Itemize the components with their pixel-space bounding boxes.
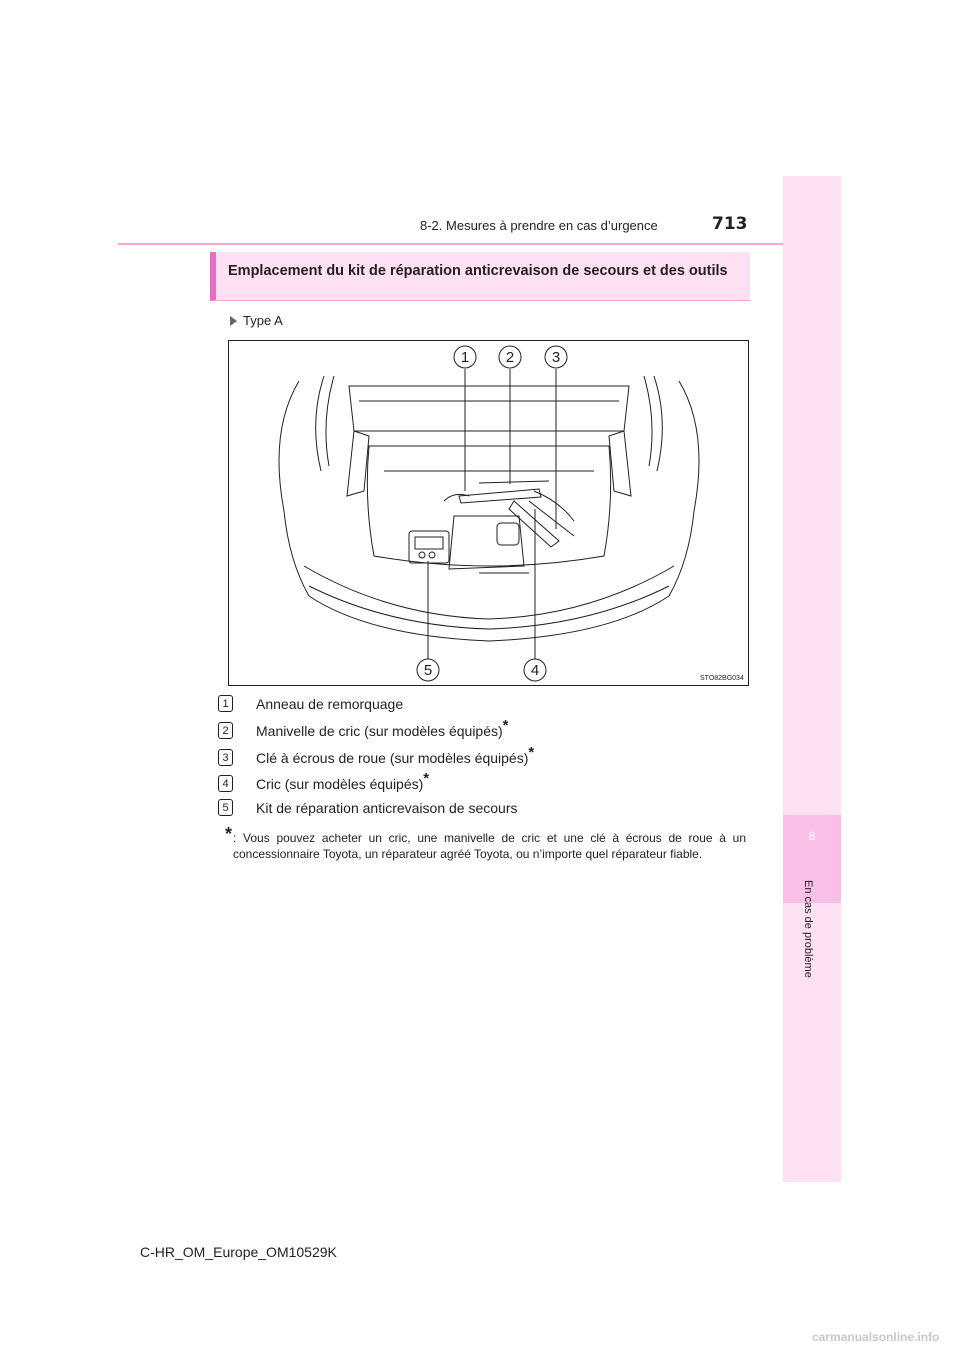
footnote-text: : Vous pouvez acheter un cric, une manivelle de cric et une clé à écrous de roue à un concessionnaire Toyota, un réparateur agréé Toyota, ou n’importe quel réparateur fiable. <box>233 831 746 861</box>
watermark: carmanualsonline.info <box>812 1330 940 1344</box>
chapter-title <box>783 880 841 1000</box>
type-label-text: Type A <box>243 313 283 328</box>
chapter-side-tab <box>783 176 841 1182</box>
section-heading-text: Emplacement du kit de réparation anticrevaison de secours et des outils <box>228 263 728 279</box>
header-divider <box>118 243 783 245</box>
chapter-number: 8 <box>808 829 816 843</box>
callout-4-label: 4 <box>530 662 540 679</box>
legend-number-badge: 3 <box>218 749 233 766</box>
callout-2-label: 2 <box>505 349 515 366</box>
legend-text: Kit de réparation anticrevaison de secours <box>256 800 518 816</box>
section-heading <box>210 252 750 301</box>
type-label <box>230 313 283 328</box>
page-number: 713 <box>712 214 748 234</box>
legend-text: Anneau de remorquage <box>256 696 404 712</box>
legend-number-badge: 1 <box>218 695 233 712</box>
legend-text: Clé à écrous de roue (sur modèles équipés)* <box>256 744 535 766</box>
legend-number-badge: 4 <box>218 775 233 792</box>
footer-document-id: C-HR_OM_Europe_OM10529K <box>140 1244 337 1260</box>
header-section-title: 8-2. Mesures à prendre en cas d’urgence <box>420 218 658 233</box>
callout-3-label: 3 <box>551 349 561 366</box>
chapter-title-text: En cas de problème <box>802 880 814 978</box>
trunk-illustration <box>228 340 749 686</box>
figure-code: STO82BG034 <box>700 675 744 682</box>
legend-number-badge: 2 <box>218 722 233 739</box>
legend-number-badge: 5 <box>218 799 233 816</box>
triangle-bullet-icon <box>230 316 237 326</box>
footnote-marker: * <box>225 824 233 844</box>
trunk-illustration-drawing <box>229 341 748 685</box>
legend-text: Manivelle de cric (sur modèles équipés)* <box>256 717 509 739</box>
callout-5-label: 5 <box>423 662 433 679</box>
callout-1-label: 1 <box>460 349 470 366</box>
legend-text: Cric (sur modèles équipés)* <box>256 770 430 792</box>
